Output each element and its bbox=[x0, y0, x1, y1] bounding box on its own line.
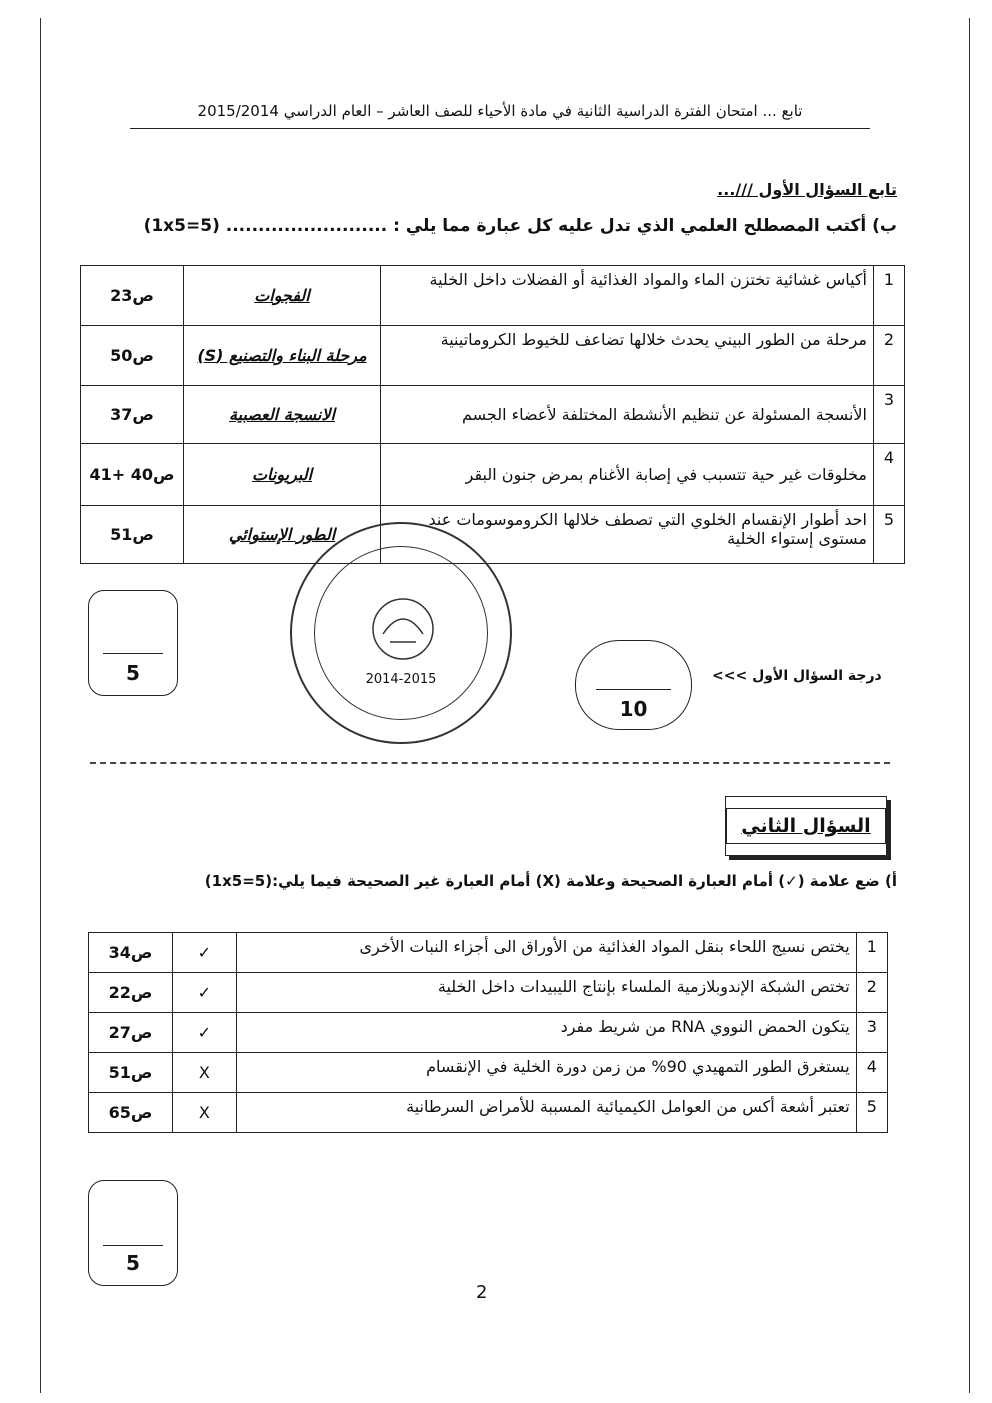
answer-term: البريونات bbox=[184, 444, 381, 506]
answer-term: الفجوات bbox=[184, 266, 381, 326]
table-row bbox=[81, 386, 905, 444]
statement-text: احد أطوار الإنقسام الخلوي التي تصطف خلالها الكروموسومات عند مستوى إستواء الخلية bbox=[381, 506, 874, 564]
answer-term: مرحلة البناء والتصنيع (S) bbox=[184, 326, 381, 386]
answer-mark: ✓ bbox=[172, 1013, 236, 1053]
q1-part-b-instruction: ب) أكتب المصطلح العلمي الذي تدل عليه كل عبارة مما يلي : ......................... (5=1x5) bbox=[143, 216, 897, 236]
section-divider bbox=[90, 762, 890, 764]
row-number: 3 bbox=[874, 386, 905, 444]
page-reference: ص40 +41 bbox=[81, 444, 184, 506]
answer-term: الطور الإستوائي bbox=[184, 506, 381, 564]
page-reference: ص37 bbox=[81, 386, 184, 444]
row-number: 2 bbox=[874, 326, 905, 386]
statement-text: الأنسجة المسئولة عن تنظيم الأنشطة المختلفة لأعضاء الجسم bbox=[381, 386, 874, 444]
q1-table bbox=[80, 265, 905, 564]
answer-mark: ✓ bbox=[172, 933, 236, 973]
page-reference: ص22 bbox=[89, 973, 173, 1013]
q1-total-score: 10 bbox=[619, 697, 648, 721]
answer-term: الانسجة العصبية bbox=[184, 386, 381, 444]
statement-text: مرحلة من الطور البيني يحدث خلالها تضاعف للخيوط الكروماتينية bbox=[381, 326, 874, 386]
page-reference: ص51 bbox=[81, 506, 184, 564]
row-number: 1 bbox=[874, 266, 905, 326]
q2-part-a-instruction: أ) ضع علامة (✓) أمام العبارة الصحيحة وعلامة (X) أمام العبارة غير الصحيحة فيما يلي:(5=1x5) bbox=[204, 872, 897, 890]
statement-text: مخلوقات غير حية تتسبب في إصابة الأغنام بمرض جنون البقر bbox=[381, 444, 874, 506]
table-row bbox=[81, 266, 905, 326]
page-reference: ص65 bbox=[89, 1093, 173, 1133]
answer-mark: X bbox=[172, 1053, 236, 1093]
row-number: 4 bbox=[874, 444, 905, 506]
q1-part-score-box bbox=[88, 590, 178, 696]
statement-text: يستغرق الطور التمهيدي 90% من زمن دورة الخلية في الإنقسام bbox=[236, 1053, 856, 1093]
answer-mark: X bbox=[172, 1093, 236, 1133]
page-reference: ص27 bbox=[89, 1013, 173, 1053]
score-line bbox=[103, 1245, 163, 1246]
table-row bbox=[89, 933, 888, 973]
q2-table bbox=[88, 932, 888, 1133]
row-number: 4 bbox=[856, 1053, 887, 1093]
table-row bbox=[81, 326, 905, 386]
row-number: 3 bbox=[856, 1013, 887, 1053]
statement-text: تعتبر أشعة أكس من العوامل الكيميائية المسببة للأمراض السرطانية bbox=[236, 1093, 856, 1133]
row-number: 5 bbox=[874, 506, 905, 564]
page-reference: ص23 bbox=[81, 266, 184, 326]
page-reference: ص50 bbox=[81, 326, 184, 386]
table-row bbox=[89, 973, 888, 1013]
q1-continued-label: تابع السؤال الأول ///... bbox=[717, 180, 897, 199]
exam-header: تابع ... امتحان الفترة الدراسية الثانية في مادة الأحياء للصف العاشر – العام الدراسي 2015/2014 bbox=[130, 102, 870, 129]
score-line bbox=[596, 689, 671, 690]
q1-part-score: 5 bbox=[126, 661, 140, 685]
table-row bbox=[81, 506, 905, 564]
q2-title-box bbox=[725, 796, 887, 856]
q1-total-label: درجة السؤال الأول >>> bbox=[712, 668, 882, 684]
q2-part-score-box bbox=[88, 1180, 178, 1286]
answer-mark: ✓ bbox=[172, 973, 236, 1013]
q1-total-score-box bbox=[575, 640, 692, 730]
table-row bbox=[89, 1093, 888, 1133]
page-reference: ص51 bbox=[89, 1053, 173, 1093]
table-row bbox=[89, 1013, 888, 1053]
seal-year: 2014-2015 bbox=[365, 672, 437, 687]
statement-text: أكياس غشائية تختزن الماء والمواد الغذائية أو الفضلات داخل الخلية bbox=[381, 266, 874, 326]
page-number: 2 bbox=[476, 1282, 488, 1303]
statement-text: يتكون الحمض النووي RNA من شريط مفرد bbox=[236, 1013, 856, 1053]
row-number: 5 bbox=[856, 1093, 887, 1133]
statement-text: تختص الشبكة الإندوبلازمية الملساء بإنتاج الليبيدات داخل الخلية bbox=[236, 973, 856, 1013]
official-seal bbox=[290, 522, 512, 744]
row-number: 1 bbox=[856, 933, 887, 973]
row-number: 2 bbox=[856, 973, 887, 1013]
statement-text: يختص نسيج اللحاء بنقل المواد الغذائية من الأوراق الى أجزاء النبات الأخرى bbox=[236, 933, 856, 973]
q2-part-score: 5 bbox=[126, 1251, 140, 1275]
table-row bbox=[81, 444, 905, 506]
score-line bbox=[103, 653, 163, 654]
emblem-icon bbox=[368, 594, 438, 664]
table-row bbox=[89, 1053, 888, 1093]
page-reference: ص34 bbox=[89, 933, 173, 973]
q2-title: السؤال الثاني bbox=[726, 808, 885, 844]
